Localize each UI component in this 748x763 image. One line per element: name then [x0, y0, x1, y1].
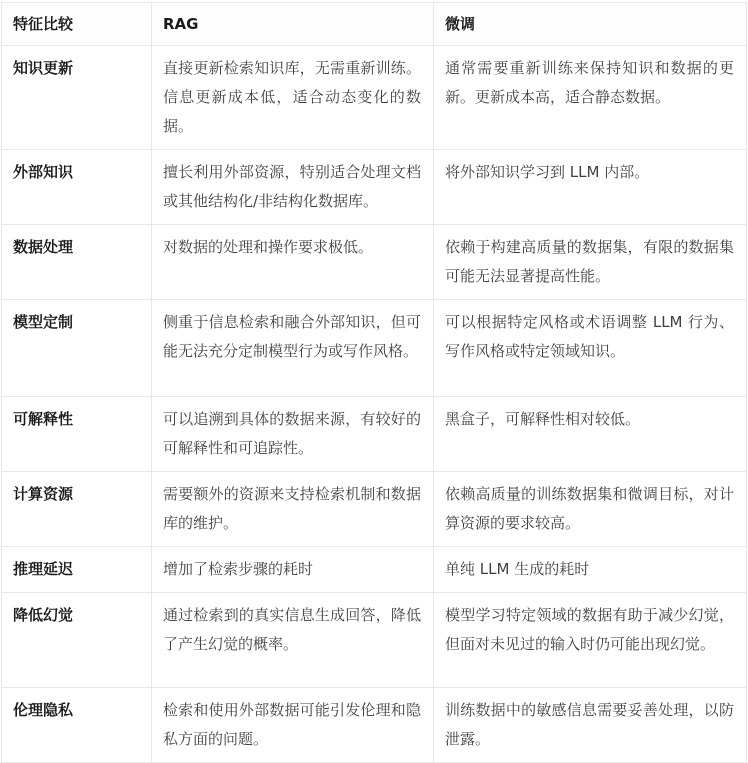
finetune-cell: 训练数据中的敏感信息需要妥善处理，以防泄露。	[434, 688, 747, 763]
header-cell-finetune: 微调	[434, 3, 747, 46]
table-row	[2, 225, 747, 300]
table-row	[2, 46, 747, 150]
rag-cell: 可以追溯到具体的数据来源，有较好的可解释性和可追踪性。	[152, 397, 434, 472]
rag-cell: 需要额外的资源来支持检索机制和数据库的维护。	[152, 472, 434, 547]
finetune-cell: 依赖高质量的训练数据集和微调目标，对计算资源的要求较高。	[434, 472, 747, 547]
rag-cell: 增加了检索步骤的耗时	[152, 547, 434, 593]
rag-cell: 通过检索到的真实信息生成回答，降低了产生幻觉的概率。	[152, 593, 434, 688]
feature-cell: 伦理隐私	[2, 688, 152, 763]
table-row	[2, 397, 747, 472]
header-row	[2, 3, 747, 46]
table-row	[2, 688, 747, 763]
rag-vs-finetune-comparison-table	[1, 2, 747, 763]
feature-cell: 外部知识	[2, 150, 152, 225]
feature-cell: 降低幻觉	[2, 593, 152, 688]
feature-cell: 推理延迟	[2, 547, 152, 593]
feature-cell: 计算资源	[2, 472, 152, 547]
feature-cell: 可解释性	[2, 397, 152, 472]
table-row	[2, 300, 747, 397]
finetune-cell: 依赖于构建高质量的数据集，有限的数据集可能无法显著提高性能。	[434, 225, 747, 300]
finetune-cell: 黑盒子，可解释性相对较低。	[434, 397, 747, 472]
header-cell-feature: 特征比较	[2, 3, 152, 46]
header-cell-rag: RAG	[152, 3, 434, 46]
feature-cell: 模型定制	[2, 300, 152, 397]
rag-cell: 擅长利用外部资源，特别适合处理文档或其他结构化/非结构化数据库。	[152, 150, 434, 225]
feature-cell: 知识更新	[2, 46, 152, 150]
table-row	[2, 547, 747, 593]
feature-cell: 数据处理	[2, 225, 152, 300]
finetune-cell: 可以根据特定风格或术语调整 LLM 行为、写作风格或特定领域知识。	[434, 300, 747, 397]
rag-cell: 检索和使用外部数据可能引发伦理和隐私方面的问题。	[152, 688, 434, 763]
table-row	[2, 593, 747, 688]
table-row	[2, 472, 747, 547]
finetune-cell: 单纯 LLM 生成的耗时	[434, 547, 747, 593]
table-row	[2, 150, 747, 225]
finetune-cell: 通常需要重新训练来保持知识和数据的更新。更新成本高，适合静态数据。	[434, 46, 747, 150]
finetune-cell: 将外部知识学习到 LLM 内部。	[434, 150, 747, 225]
rag-cell: 对数据的处理和操作要求极低。	[152, 225, 434, 300]
rag-cell: 直接更新检索知识库，无需重新训练。信息更新成本低，适合动态变化的数据。	[152, 46, 434, 150]
rag-cell: 侧重于信息检索和融合外部知识，但可能无法充分定制模型行为或写作风格。	[152, 300, 434, 397]
finetune-cell: 模型学习特定领域的数据有助于减少幻觉，但面对未见过的输入时仍可能出现幻觉。	[434, 593, 747, 688]
